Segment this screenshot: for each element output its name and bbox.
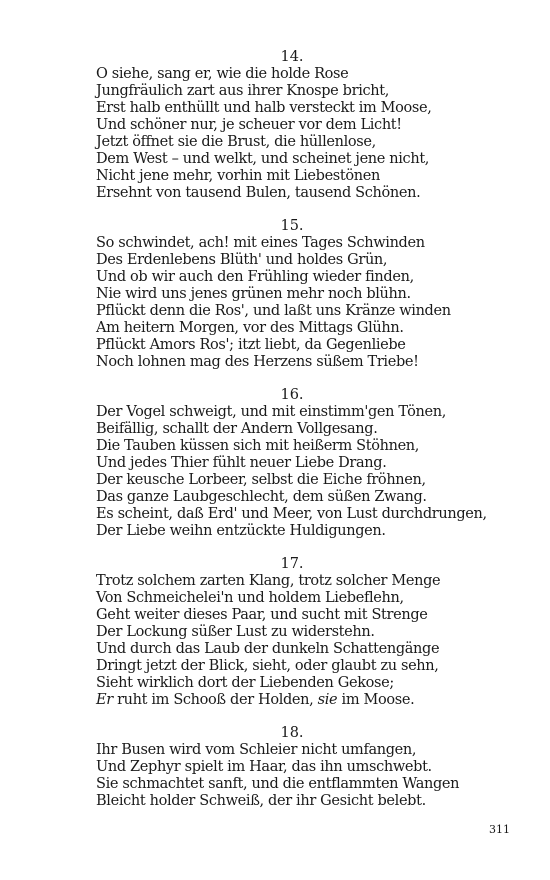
verse-line: Bleicht holder Schweiß, der ihr Gesicht belebt.	[96, 793, 426, 809]
verse-line: Die Tauben küssen sich mit heißerm Stöhnen,	[96, 438, 420, 454]
stanza-18	[96, 725, 496, 810]
verse-line: Es scheint, daß Erd' und Meer, von Lust durchdrungen,	[96, 506, 487, 522]
verse-line: Der Lockung süßer Lust zu widerstehn.	[96, 624, 375, 640]
verse-line: O siehe, sang er, wie die holde Rose	[96, 66, 349, 82]
verse-line: So schwindet, ach! mit eines Tages Schwinden	[96, 235, 425, 251]
verse-line: Trotz solchem zarten Klang, trotz solcher Menge	[96, 573, 441, 589]
poem-body	[96, 49, 496, 826]
verse-line: Geht weiter dieses Paar, und sucht mit Strenge	[96, 607, 428, 623]
stanza-number: 14.	[280, 49, 304, 65]
verse-line: Ihr Busen wird vom Schleier nicht umfangen,	[96, 742, 417, 758]
italic-word: sie	[317, 692, 338, 708]
stanza-15	[96, 218, 496, 371]
verse-line	[96, 692, 496, 709]
verse-line: Der keusche Lorbeer, selbst die Eiche fröhnen,	[96, 472, 426, 488]
verse-line: Nie wird uns jenes grünen mehr noch blühn.	[96, 286, 411, 302]
verse-line: Dem West – und welkt, und scheinet jene nicht,	[96, 151, 430, 167]
verse-line: Und Zephyr spielt im Haar, das ihn umschwebt.	[96, 759, 432, 775]
verse-line: Sie schmachtet sanft, und die entflammten Wangen	[96, 776, 460, 792]
verse-line: Das ganze Laubgeschlecht, dem süßen Zwang.	[96, 489, 427, 505]
verse-line: Und schöner nur, je scheuer vor dem Licht!	[96, 117, 402, 133]
stanza-number: 18.	[280, 725, 304, 741]
verse-line: Am heitern Morgen, vor des Mittags Glühn.	[96, 320, 404, 336]
verse-line: Pflückt Amors Ros'; itzt liebt, da Gegenliebe	[96, 337, 406, 353]
verse-line: Der Liebe weihn entzückte Huldigungen.	[96, 523, 386, 539]
verse-line: Dringt jetzt der Blick, sieht, oder glaubt zu sehn,	[96, 658, 439, 674]
verse-line: Des Erdenlebens Blüth' und holdes Grün,	[96, 252, 388, 268]
stanza-14	[96, 49, 496, 202]
verse-line: Sieht wirklich dort der Liebenden Gekose;	[96, 675, 394, 691]
verse-line: Ersehnt von tausend Bulen, tausend Schönen.	[96, 185, 421, 201]
stanza-number: 16.	[280, 387, 304, 403]
verse-line: Von Schmeichelei'n und holdem Liebeflehn,	[96, 590, 404, 606]
verse-line: Beifällig, schallt der Andern Vollgesang.	[96, 421, 378, 437]
verse-line: Pflückt denn die Ros', und laßt uns Kränze winden	[96, 303, 451, 319]
verse-line: Und ob wir auch den Frühling wieder finden,	[96, 269, 414, 285]
stanza-number: 15.	[280, 218, 304, 234]
verse-line: Und jedes Thier fühlt neuer Liebe Drang.	[96, 455, 387, 471]
verse-line: Und durch das Laub der dunkeln Schattengänge	[96, 641, 440, 657]
verse-line: Jetzt öffnet sie die Brust, die hüllenlose,	[96, 134, 376, 150]
stanza-17	[96, 556, 496, 709]
verse-line: Jungfräulich zart aus ihrer Knospe bricht,	[96, 83, 389, 99]
verse-line: Erst halb enthüllt und halb versteckt im Moose,	[96, 100, 432, 116]
italic-word: Er	[96, 692, 113, 708]
page-number: 311	[489, 823, 510, 836]
verse-line: Nicht jene mehr, vorhin mit Liebestönen	[96, 168, 380, 184]
stanza-number: 17.	[280, 556, 304, 572]
verse-text: im Moose.	[337, 692, 415, 708]
stanza-16	[96, 387, 496, 540]
verse-text: ruht im Schooß der Holden,	[112, 692, 318, 708]
verse-line: Noch lohnen mag des Herzens süßem Triebe!	[96, 354, 419, 370]
verse-line: Der Vogel schweigt, und mit einstimm'gen Tönen,	[96, 404, 446, 420]
